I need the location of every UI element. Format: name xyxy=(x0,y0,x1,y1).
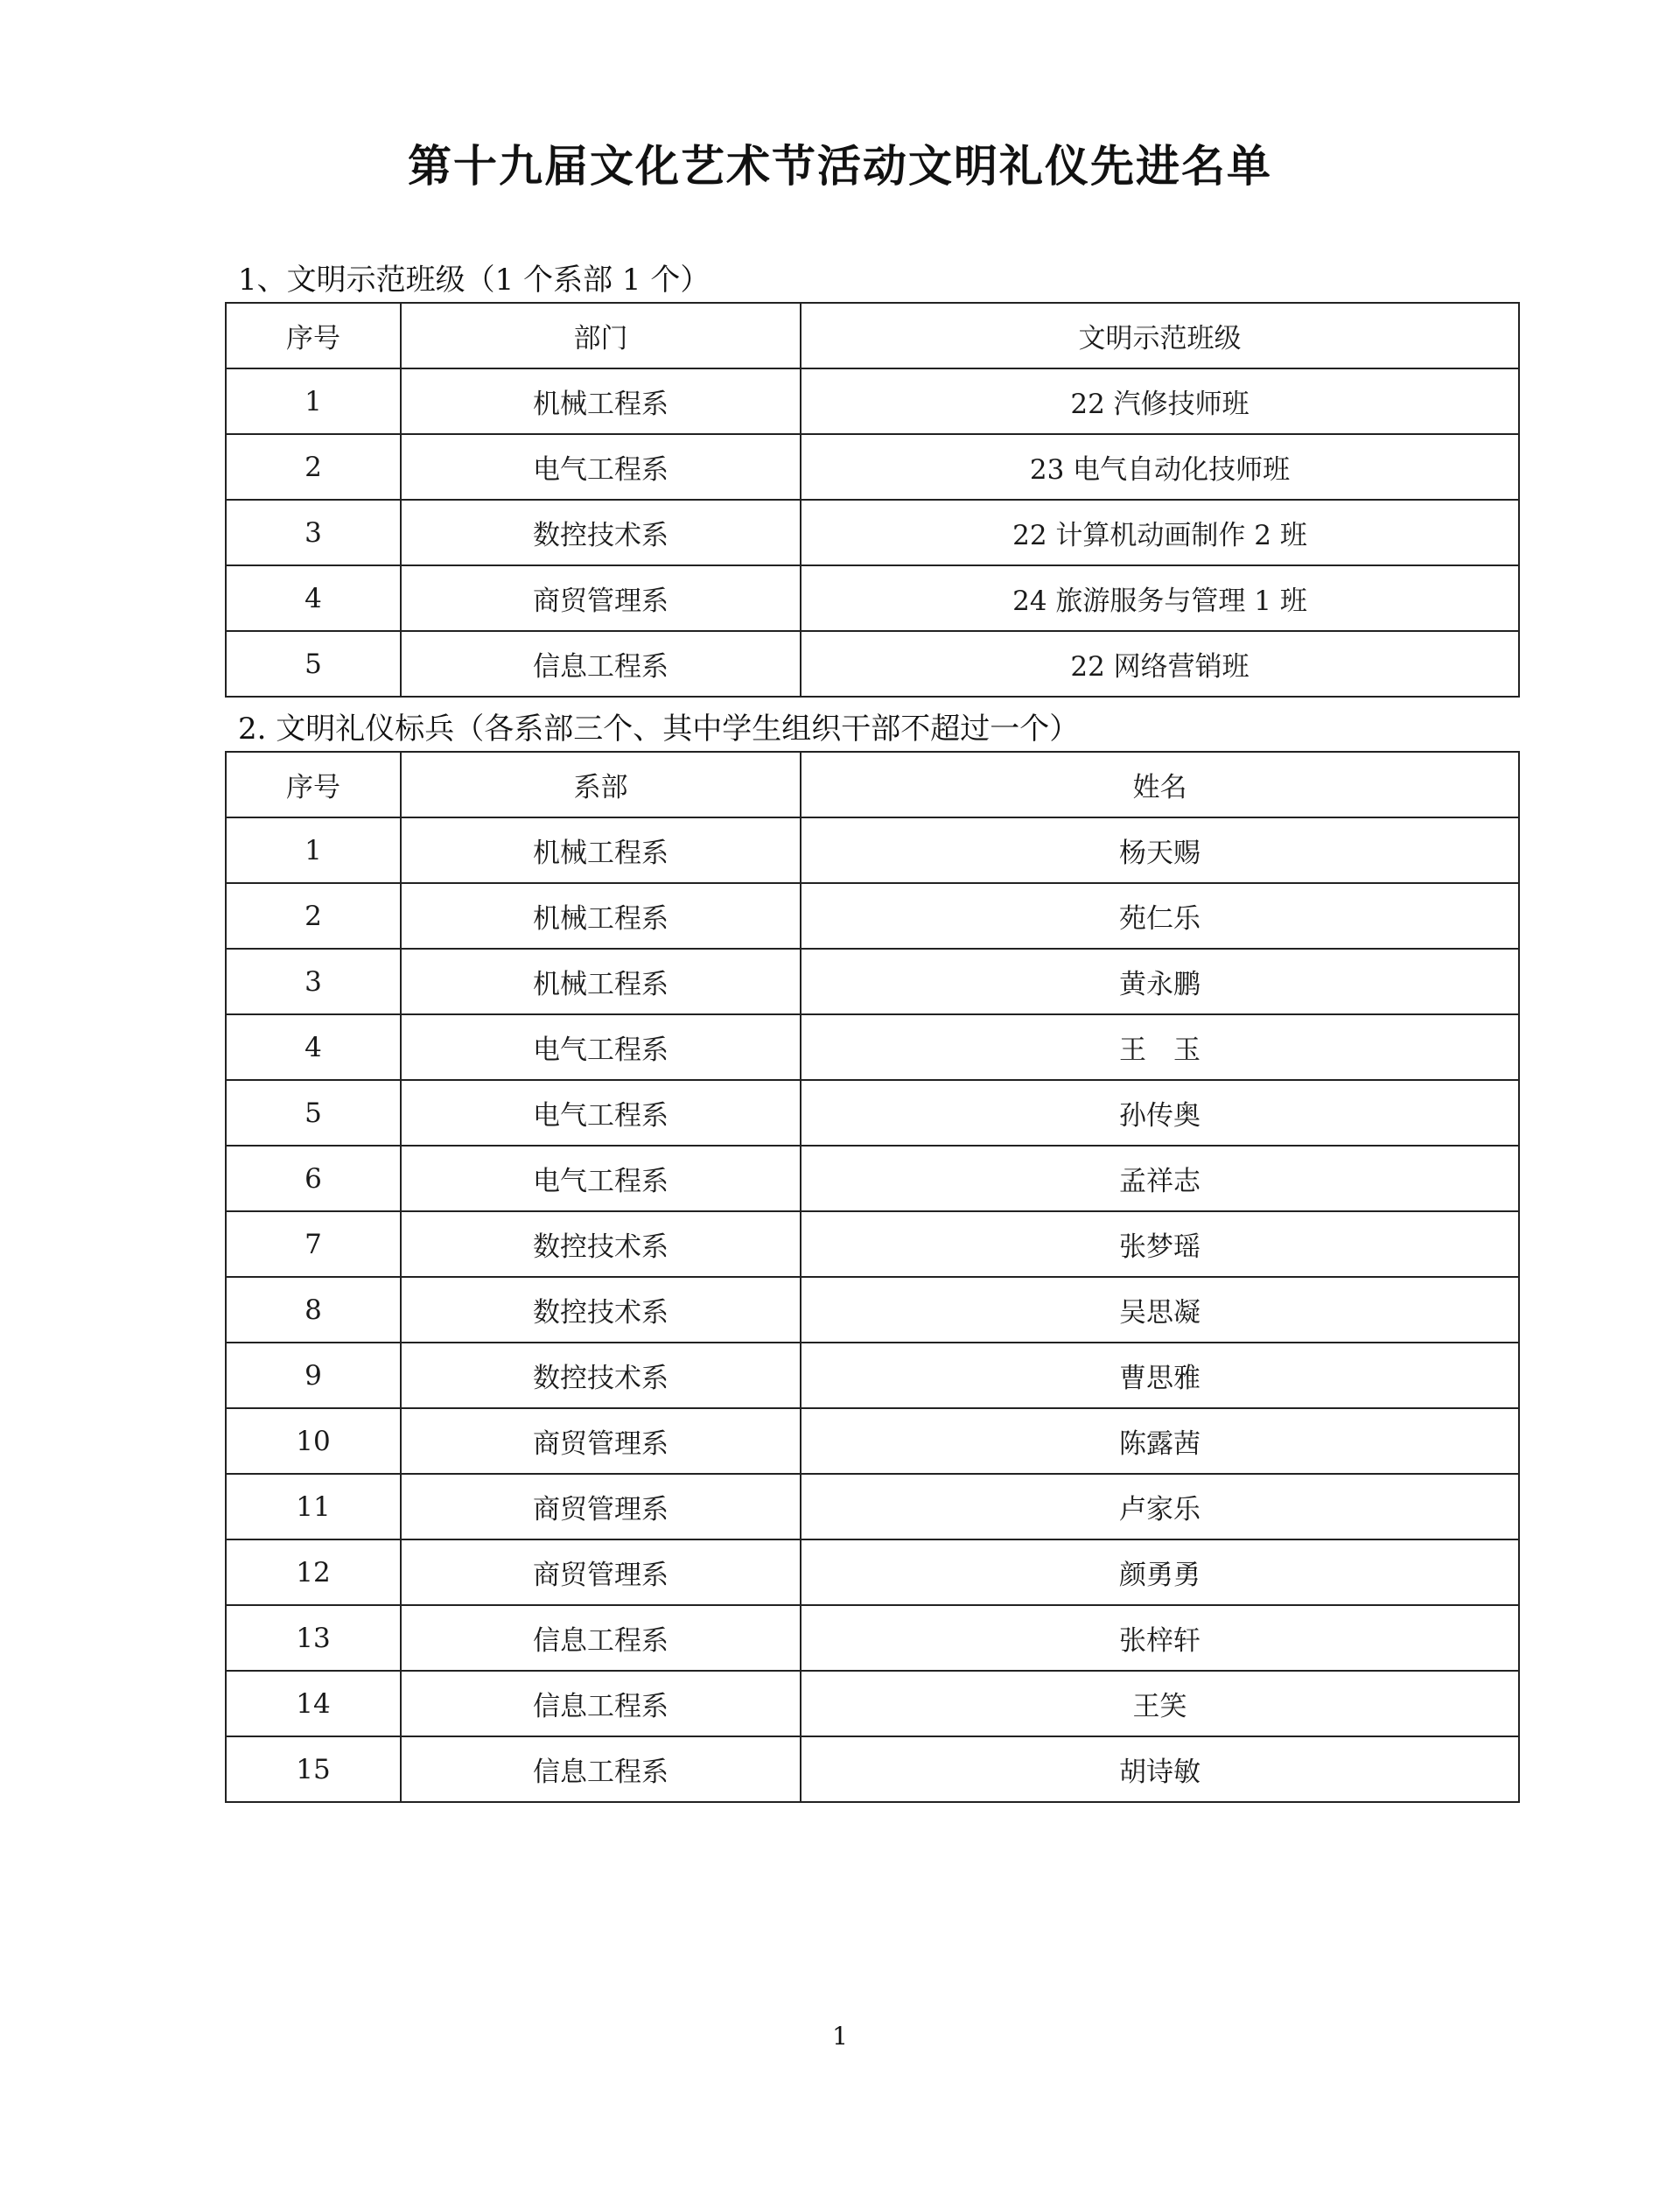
cell-class: 22 计算机动画制作 2 班 xyxy=(801,500,1519,565)
cell-department: 商贸管理系 xyxy=(401,1474,801,1539)
table-row xyxy=(226,1605,1519,1671)
cell-name: 王 玉 xyxy=(801,1014,1519,1080)
table-row xyxy=(226,631,1519,697)
cell-department: 商贸管理系 xyxy=(401,565,801,631)
etiquette-model-table xyxy=(225,751,1520,1803)
cell-name: 胡诗敏 xyxy=(801,1736,1519,1802)
cell-name: 吴思凝 xyxy=(801,1277,1519,1343)
header-cell-index: 序号 xyxy=(226,303,401,368)
table-row xyxy=(226,1671,1519,1736)
header-cell-class: 文明示范班级 xyxy=(801,303,1519,368)
cell-department: 机械工程系 xyxy=(401,883,801,949)
cell-name: 卢家乐 xyxy=(801,1474,1519,1539)
cell-department: 电气工程系 xyxy=(401,434,801,500)
cell-department: 信息工程系 xyxy=(401,1671,801,1736)
table-row xyxy=(226,434,1519,500)
cell-name: 黄永鹏 xyxy=(801,949,1519,1014)
cell-index: 2 xyxy=(226,883,401,949)
header-cell-department: 部门 xyxy=(401,303,801,368)
table-row xyxy=(226,1080,1519,1146)
table-header-row xyxy=(226,303,1519,368)
table-row xyxy=(226,368,1519,434)
cell-index: 4 xyxy=(226,565,401,631)
cell-department: 机械工程系 xyxy=(401,949,801,1014)
table-row xyxy=(226,1474,1519,1539)
table-row xyxy=(226,1146,1519,1211)
cell-department: 商贸管理系 xyxy=(401,1408,801,1474)
table-row xyxy=(226,1014,1519,1080)
cell-index: 13 xyxy=(226,1605,401,1671)
table-row xyxy=(226,1211,1519,1277)
cell-department: 信息工程系 xyxy=(401,1605,801,1671)
cell-name: 孟祥志 xyxy=(801,1146,1519,1211)
cell-index: 4 xyxy=(226,1014,401,1080)
table-row xyxy=(226,817,1519,883)
model-class-table xyxy=(225,302,1520,698)
cell-name: 曹思雅 xyxy=(801,1343,1519,1408)
cell-index: 8 xyxy=(226,1277,401,1343)
document-title: 第十九届文化艺术节活动文明礼仪先进名单 xyxy=(408,140,1272,192)
cell-index: 5 xyxy=(226,631,401,697)
cell-name: 苑仁乐 xyxy=(801,883,1519,949)
cell-index: 3 xyxy=(226,500,401,565)
table-row xyxy=(226,883,1519,949)
table-row xyxy=(226,1277,1519,1343)
section-2-heading: 2. 文明礼仪标兵（各系部三个、其中学生组织干部不超过一个） xyxy=(238,712,1080,747)
cell-department: 信息工程系 xyxy=(401,1736,801,1802)
cell-department: 数控技术系 xyxy=(401,1277,801,1343)
cell-name: 颜勇勇 xyxy=(801,1539,1519,1605)
table-row xyxy=(226,949,1519,1014)
page-number: 1 xyxy=(832,2022,848,2051)
cell-department: 信息工程系 xyxy=(401,631,801,697)
cell-class: 24 旅游服务与管理 1 班 xyxy=(801,565,1519,631)
cell-department: 电气工程系 xyxy=(401,1014,801,1080)
table-row xyxy=(226,1736,1519,1802)
cell-index: 7 xyxy=(226,1211,401,1277)
cell-department: 机械工程系 xyxy=(401,368,801,434)
cell-department: 数控技术系 xyxy=(401,500,801,565)
cell-index: 11 xyxy=(226,1474,401,1539)
table-row xyxy=(226,1408,1519,1474)
cell-name: 陈露茜 xyxy=(801,1408,1519,1474)
cell-index: 12 xyxy=(226,1539,401,1605)
table-header-row xyxy=(226,752,1519,817)
table-row xyxy=(226,500,1519,565)
header-cell-name: 姓名 xyxy=(801,752,1519,817)
cell-name: 张梦瑶 xyxy=(801,1211,1519,1277)
cell-class: 22 汽修技师班 xyxy=(801,368,1519,434)
table-row xyxy=(226,565,1519,631)
cell-index: 15 xyxy=(226,1736,401,1802)
cell-name: 杨天赐 xyxy=(801,817,1519,883)
cell-name: 孙传奥 xyxy=(801,1080,1519,1146)
cell-index: 9 xyxy=(226,1343,401,1408)
cell-department: 机械工程系 xyxy=(401,817,801,883)
cell-department: 数控技术系 xyxy=(401,1343,801,1408)
cell-class: 22 网络营销班 xyxy=(801,631,1519,697)
cell-department: 电气工程系 xyxy=(401,1080,801,1146)
cell-index: 5 xyxy=(226,1080,401,1146)
cell-index: 1 xyxy=(226,368,401,434)
cell-index: 1 xyxy=(226,817,401,883)
cell-department: 数控技术系 xyxy=(401,1211,801,1277)
cell-index: 6 xyxy=(226,1146,401,1211)
cell-index: 3 xyxy=(226,949,401,1014)
cell-department: 电气工程系 xyxy=(401,1146,801,1211)
cell-index: 2 xyxy=(226,434,401,500)
cell-class: 23 电气自动化技师班 xyxy=(801,434,1519,500)
table-row xyxy=(226,1539,1519,1605)
cell-name: 张梓轩 xyxy=(801,1605,1519,1671)
cell-index: 14 xyxy=(226,1671,401,1736)
section-1-heading: 1、文明示范班级（1 个系部 1 个） xyxy=(238,263,710,298)
cell-index: 10 xyxy=(226,1408,401,1474)
header-cell-department: 系部 xyxy=(401,752,801,817)
cell-name: 王笑 xyxy=(801,1671,1519,1736)
table-row xyxy=(226,1343,1519,1408)
cell-department: 商贸管理系 xyxy=(401,1539,801,1605)
header-cell-index: 序号 xyxy=(226,752,401,817)
